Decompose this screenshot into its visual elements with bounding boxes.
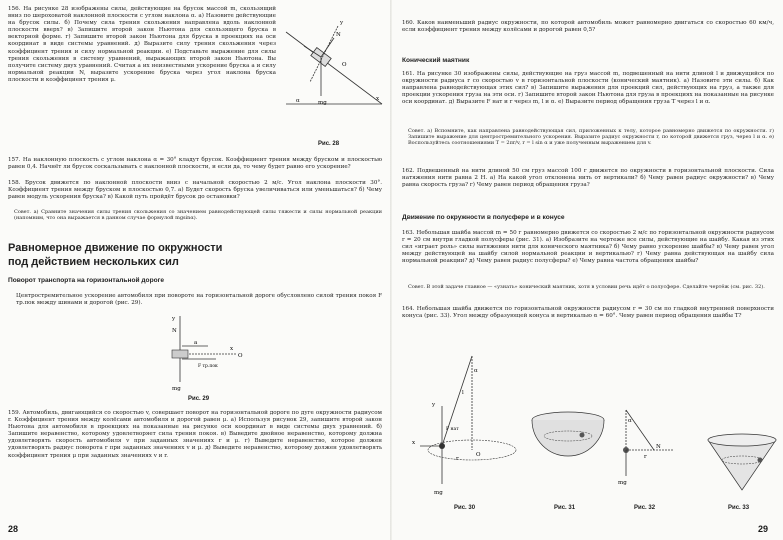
fig32-caption: Рис. 32 [634, 505, 656, 511]
label-mg: mg [618, 480, 627, 486]
fig30-caption: Рис. 30 [454, 505, 476, 511]
problem-162: 162. Подвешенный на нити длиной 50 см груз массой 100 г движется по окружности в горизонтальной плоскости. Сила натяжения нити равна 2 Н. а) На какой угол отклонена нить от вертикали? б) Чему равен радиус окружности? в) Чему равна скорость груза? г) Чему равен период обращения груза? [402, 168, 774, 189]
problem-158: 158. Брусок движется по наклонной плоскости вниз с начальной скоростью 2 м/с. Угол наклона плоскости 30°. Коэффициент трения между бруском и плоскостью 0,7. а) Будет скорость бруска увеличиваться или уменьшаться? б) Чему равен модуль ускорения бруска? в) Какой путь пройдёт брусок до остановки? [8, 180, 382, 201]
label-x: x [412, 440, 416, 446]
label-r: r [644, 454, 647, 460]
problem-164: 164. Небольшая шайба движется по горизонтальной окружности радиусом r = 30 см по гладкой внутренней поверхности конуса (рис. 33). Угол между образующей конуса и вертикалью α = 60°. Чему равен период обращения шайбы T? [402, 306, 774, 320]
label-alpha: α [628, 418, 632, 424]
label-mg: mg [172, 386, 181, 392]
label-mg: mg [318, 100, 327, 106]
label-O: O [238, 353, 243, 359]
figure-30 [402, 348, 522, 498]
cone [708, 440, 776, 490]
page-number-left: 28 [8, 524, 19, 534]
label-O: O [476, 452, 481, 458]
label-y: y [432, 402, 436, 408]
page-number-right: 29 [758, 524, 769, 534]
label-x: x [230, 346, 234, 352]
label-N: N [656, 444, 661, 450]
subsection-hemisphere-cone: Движение по окружности в полусфере и в конусе [402, 214, 565, 221]
right-page [392, 0, 783, 540]
car [172, 350, 188, 358]
label-N: N [336, 32, 341, 38]
fig33-caption: Рис. 33 [728, 505, 750, 511]
problem-159: 159. Автомобиль, двигающийся со скоростью v, совершает поворот на горизонтальной дороге по дуге окружности радиусом r. Коэффициент трения между колёсами автомобиля и дорогой равен μ. а) Используя рисунок 29, запишите второй закон Ньютона для автомобиля в проекциях на показанные на рисунке оси координат в виде системы двух уравнений. б) Запишите неравенство, которому удовлетворяет сила трения покоя. в) Выведите двойное неравенство, которому должна удовлетворять скорость автомобиля v при заданных значениях r и μ. г) Выведите неравенство, которое должен удовлетворять радиус поворота r при заданных значениях v и μ. д) Выведите неравенство, которому должен удовлетворять коэффициент трения μ при заданных значениях v и r. [8, 410, 382, 459]
fig28-caption: Рис. 28 [318, 141, 340, 147]
figure-28 [282, 8, 386, 138]
fig29-caption: Рис. 29 [188, 396, 210, 402]
puck [758, 458, 763, 463]
fig31-caption: Рис. 31 [554, 505, 576, 511]
label-alpha: α [474, 368, 478, 374]
section-title-line1: Равномерное движение по окружности [8, 242, 223, 254]
subsection-title: Поворот транспорта на горизонтальной дороге [8, 277, 165, 284]
label-F-nat: F нат [446, 427, 459, 432]
label-N: N [172, 328, 177, 334]
subsection-conical-pendulum: Конический маятник [402, 57, 470, 64]
incline-line [286, 32, 382, 104]
problem-160: 160. Каков наименьший радиус окружности, по которой автомобиль может равномерно двигаться со скоростью 60 км/ч, если коэффициент трения между колёсами и дорогой равен 0,5? [402, 20, 774, 34]
problem-161-advice: Совет. а) Вспомните, как направлена равнодействующая сил, приложенных к телу, которое равномерно движется по окружности. г) Запишите выражение для центростремительного ускорения. Выразите радиус окружности r, по которой движется груз, через l и α. е) Воспользуйтесь соотношениями T = 2πr/v, r = l sin α и уже полученным выражением для v. [408, 128, 774, 147]
thread [442, 356, 472, 446]
label-O: O [342, 62, 347, 68]
problem-161: 161. На рисунке 30 изображены силы, действующие на груз массой m, подвешенный на нити длиной l и движущийся по окружности радиуса r со скоростью v в горизонтальной плоскости (конический маятник). а) Назовите эти силы. б) Как направлена равнодействующая этих сил? в) Запишите выражения для проекций сил, действующих на груз, а также для проекции ускорения груза на эти оси. г) Запишите второй закон Ньютона для груза в проекциях на показанные на рисунке оси координат. д) Выразите F нат и r через m, l и α. е) Выразите период обращения груза T через l и α. [402, 71, 774, 106]
problem-158-advice: Совет. а) Сравните значения силы трения скольжения со значением равнодействующей силы тяжести и силы нормальной реакции (напомним, что она выражается в данном случае формулой mgsinα). [14, 209, 382, 222]
label-alpha: α [296, 98, 300, 104]
label-x: x [376, 96, 380, 102]
label-mg: mg [434, 490, 443, 496]
figure-31 [528, 400, 608, 490]
figure-29 [150, 314, 250, 392]
normal-line [626, 410, 654, 450]
problem-156: 156. На рисунке 28 изображены силы, действующие на брусок массой m, скользящий вниз по шероховатой наклонной плоскости с углом наклона α. а) Назовите действующие на брусок силы. б) Почему сила трения скольжения направлена вдоль наклонной плоскости вверх? в) Запишите второй закон Ньютона для скользящего бруска в векторной форме. г) Запишите второй закон Ньютона для бруска в проекциях на оси координат в виде системы уравнений. д) Выразите силу трения скольжения через коэффициент трения и силу нормальной реакции. е) Подставьте выражение для силы трения скольжения в систему уравнений, выражающих второй закон Ньютона. Вы получите систему двух уравнений. Считая а их неизвестными ускорение бруска a и силу нормальной реакции N, выразите ускорение бруска через угол наклона бруска плоскости и коэффициент трения μ. [8, 6, 276, 83]
normal-arrow [321, 38, 334, 57]
label-y: y [172, 316, 176, 322]
label-a: a [194, 340, 198, 346]
figure-32 [614, 404, 694, 490]
section-title-line2: под действием нескольких сил [8, 256, 179, 268]
label-r: r [456, 456, 459, 462]
label-y: y [340, 20, 344, 26]
label-F-tr: F тр.пок [198, 364, 218, 369]
problem-157: 157. На наклонную плоскость с углом наклона α = 30° кладут брусок. Коэффициент трения между бруском и плоскостью равен 0,4. Начнёт ли брусок соскальзывать с наклонной плоскости, и если да, то чему будет равно его ускорение? [8, 157, 382, 171]
problem-163-advice: Совет. В этой задаче главное — «узнать» конический маятник, хотя в условии речь идёт о полусфере. Сделайте чертёж (см. рис. 32). [408, 284, 765, 290]
cone-rim [708, 434, 776, 446]
puck [580, 433, 585, 438]
intro-text: Центростремительное ускорение автомобиля при повороте на горизонтальной дороге обусловлено силой трения покоя F тр.пок между шинами и дорогой (рис. 29). [16, 293, 382, 307]
problem-163: 163. Небольшая шайба массой m = 50 г равномерно движется со скоростью 2 м/с по горизонтальной окружности радиусом r = 20 см внутри гладкой полусферы (рис. 31). а) Изобразите на чертеже все силы, действующие на шайбу. Какая из этих сил «играет роль» силы натяжения нити для конического маятника? б) Чему равно ускорение шайбы? в) Чему равен угол между действующей на шайбу силой нормальной реакции и вертикалью? г) Чему равна действующая на шайбу сила нормальной реакции? д) Чему равен радиус полусферы? е) Чему равна частота обращения шайбы? [402, 230, 774, 265]
label-l: l [462, 390, 464, 396]
hemisphere-bowl [532, 420, 604, 456]
figure-33 [702, 420, 780, 500]
